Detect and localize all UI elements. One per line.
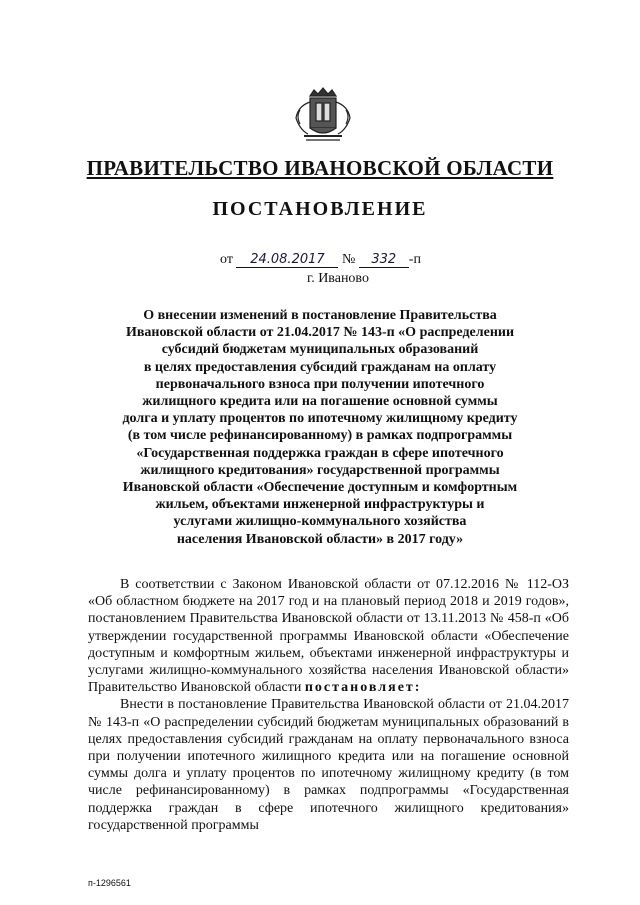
heading-line: субсидий бюджетам муниципальных образований [161,342,479,358]
paragraph-text: Внести в постановление Правительства Ивановской области от 21.04.2017 № 143-п «О распределении субсидий бюджетам муниципальных образований в целях предоставления субсидий гражданам на оплату первоначального взноса при получении ипотечного жилищного кредита или на погашение основной суммы долга и уплату процентов по ипотечному жилищному кредиту (в том числе рефинансированному) в рамках подпрограммы «Государственная поддержка граждан в сфере ипотечного жилищного кредитования» государственной программы [88,697,569,833]
decree-word: постановляет: [304,680,422,696]
heading-line: (в том числе рефинансированному) в рамках подпрограммы [127,428,513,444]
coat-of-arms-emblem [292,86,354,146]
city: г. Иваново [307,271,369,286]
heading-line: жилищного кредитования» государственной программы [140,462,500,478]
number-suffix: -п [408,252,421,267]
heading-line: Ивановской области «Обеспечение доступным и комфортным [122,480,518,496]
heading-line: «Государственная поддержка граждан в сфере ипотечного [136,445,504,461]
body-paragraph-2 [88,696,569,834]
document-type: ПОСТАНОВЛЕНИЕ [212,198,428,220]
number-prefix: № [341,252,356,267]
heading-line: долга и уплату процентов по ипотечному жилищному кредиту [122,411,518,427]
date-prefix: от [220,252,233,267]
footer-doc-code: п-1296561 [88,878,131,888]
heading-line: жилищного кредита или на погашение основной суммы [142,394,498,410]
document-body [88,576,569,834]
heading-line: Ивановской области от 21.04.2017 № 143-п «О распределении [125,325,515,341]
date-value: 24.08.2017 [236,252,338,268]
heading-line: жильем, объектами инженерной инфраструктуры и [155,497,485,513]
number-value: 332 [359,252,409,268]
heading-line: в целях предоставления субсидий гражданам на оплату [143,359,497,375]
heading-line: О внесении изменений в постановление Правительства [143,308,497,323]
government-title: ПРАВИТЕЛЬСТВО ИВАНОВСКОЙ ОБЛАСТИ [86,156,554,180]
paragraph-text: В соответствии с Законом Ивановской области от 07.12.2016 № 112-ОЗ «Об областном бюджете на 2017 год и на плановый период 2018 и 2019 годов», постановлением Правительства Ивановской области от 13.11.2013 № 458-п «Об утверждении государственной программы Ивановской области «Обеспечение доступным и комфортным жильем, объектами инженерной инфраструктуры и услугами жилищно-коммунального хозяйства населения Ивановской области» Правительство Ивановской области [88,577,569,696]
heading-line: первоначального взноса при получении ипотечного [155,376,485,392]
heading-line: услугами жилищно-коммунального хозяйства [173,514,467,530]
date-number-line [220,252,421,268]
document-heading [90,307,550,548]
body-paragraph-1 [88,576,569,696]
heading-line: населения Ивановской области» в 2017 году» [176,531,464,547]
